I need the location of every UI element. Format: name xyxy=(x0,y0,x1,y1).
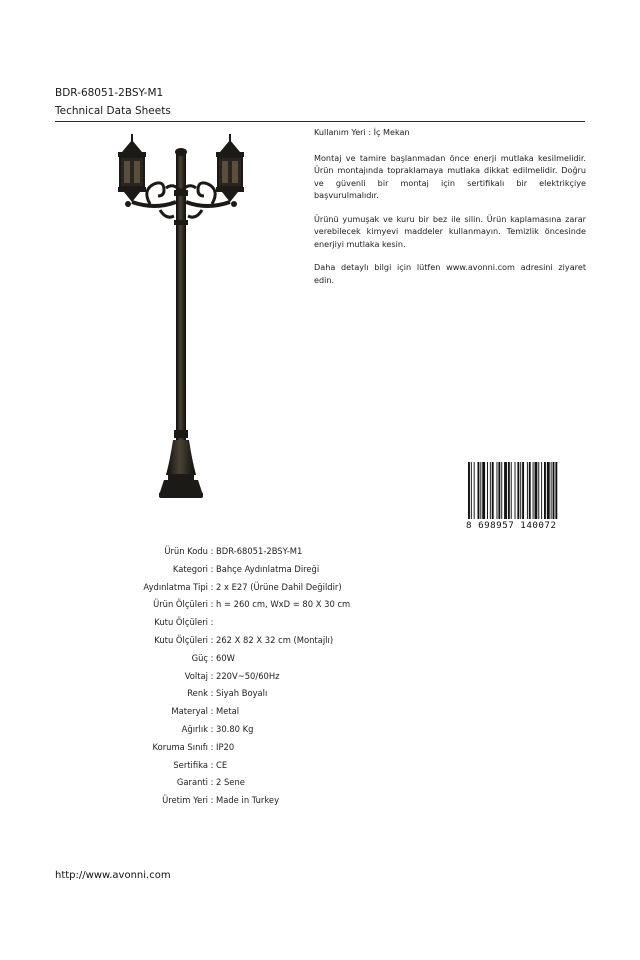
spec-separator: : xyxy=(210,670,214,681)
spec-label: Materyal xyxy=(171,706,208,717)
barcode-bar xyxy=(511,462,512,519)
barcode-bar xyxy=(504,462,507,519)
spec-row xyxy=(90,543,350,561)
spec-row xyxy=(90,596,350,614)
spec-label: Aydınlatma Tipi xyxy=(143,581,208,592)
spec-separator: : xyxy=(210,563,214,574)
spec-label: Sertifika xyxy=(173,759,208,770)
spec-label: Üretim Yeri xyxy=(162,795,208,806)
spec-row xyxy=(90,757,350,775)
barcode-bar xyxy=(482,462,485,519)
spec-value: 60W xyxy=(216,652,235,663)
barcode-bar xyxy=(471,462,472,519)
spec-row xyxy=(90,792,350,810)
spec-separator: : xyxy=(210,688,214,699)
barcode-bar xyxy=(508,462,510,519)
barcode-bar xyxy=(478,462,480,519)
barcode-bar xyxy=(480,462,481,519)
barcode-bar xyxy=(498,462,500,519)
spec-separator: : xyxy=(210,634,214,645)
product-barcode xyxy=(466,462,584,532)
spec-label: Kutu Ölçüleri xyxy=(154,617,208,628)
barcode-icon xyxy=(466,462,584,522)
product-code-title: BDR-68051-2BSY-M1 xyxy=(55,87,164,99)
spec-separator: : xyxy=(210,546,214,556)
more-info-note: Daha detaylı bilgi için lütfen www.avonni.com adresini ziyaret edin. xyxy=(314,262,586,285)
barcode-bar xyxy=(487,462,488,519)
spec-value: IP20 xyxy=(216,741,235,752)
spec-row xyxy=(90,561,350,579)
barcode-bar xyxy=(468,462,470,519)
spec-row xyxy=(90,774,350,792)
spec-value: Siyah Boyalı xyxy=(216,688,268,699)
header-divider xyxy=(55,121,585,122)
spec-value: 220V~50/60Hz xyxy=(216,670,280,681)
usage-and-care-info xyxy=(314,126,586,297)
barcode-bar xyxy=(515,462,516,519)
barcode-bar xyxy=(474,462,475,519)
spec-separator: : xyxy=(210,599,214,610)
spec-value: Made in Turkey xyxy=(216,795,280,806)
barcode-bar xyxy=(522,462,524,519)
spec-row xyxy=(90,703,350,721)
barcode-bar xyxy=(520,462,521,519)
barcode-bar xyxy=(501,462,502,519)
spec-label: Garanti xyxy=(176,777,208,788)
spec-row xyxy=(90,632,350,650)
footer-url: http://www.avonni.com xyxy=(55,870,171,881)
spec-separator: : xyxy=(210,723,214,734)
spec-label: Ürün Ölçüleri xyxy=(153,599,208,610)
garden-lamp-post-icon xyxy=(110,130,250,510)
spec-separator: : xyxy=(210,617,214,628)
spec-value: 262 X 82 X 32 cm (Montajlı) xyxy=(216,634,334,645)
spec-label: Ürün Kodu xyxy=(164,546,208,556)
product-image xyxy=(110,130,250,510)
barcode-bar xyxy=(533,462,534,519)
spec-value: BDR-68051-2BSY-M1 xyxy=(216,546,303,556)
spec-label: Koruma Sınıfı xyxy=(152,741,208,752)
spec-label: Ağırlık xyxy=(181,723,208,734)
spec-row xyxy=(90,721,350,739)
spec-row xyxy=(90,579,350,597)
barcode-bar xyxy=(529,462,531,519)
barcode-bar xyxy=(544,462,546,519)
barcode-bar xyxy=(490,462,491,519)
barcode-bar xyxy=(541,462,542,519)
spec-row xyxy=(90,614,350,632)
spec-separator: : xyxy=(210,795,214,806)
spec-label: Kategori xyxy=(172,563,208,574)
spec-row xyxy=(90,739,350,757)
spec-row xyxy=(90,685,350,703)
spec-separator: : xyxy=(210,759,214,770)
spec-value: 2 Sene xyxy=(216,777,245,788)
spec-value: 2 x E27 (Ürüne Dahil Değildir) xyxy=(216,581,342,592)
spec-value: 30.80 Kg xyxy=(216,723,254,734)
barcode-bar xyxy=(553,462,555,519)
barcode-digits: 8 698957 140072 xyxy=(466,520,557,531)
spec-label: Renk xyxy=(187,688,208,699)
spec-separator: : xyxy=(210,741,214,752)
spec-separator: : xyxy=(210,652,214,663)
spec-value: Bahçe Aydınlatma Direği xyxy=(216,563,320,574)
spec-separator: : xyxy=(210,777,214,788)
spec-row xyxy=(90,650,350,668)
document-header xyxy=(55,83,585,122)
barcode-bar xyxy=(547,462,550,519)
usage-location: Kullanım Yeri : İç Mekan xyxy=(314,127,410,137)
spec-value: Metal xyxy=(216,706,240,717)
barcode-bar xyxy=(551,462,552,519)
spec-label: Voltaj xyxy=(184,670,208,681)
barcode-bar xyxy=(497,462,498,519)
barcode-bar xyxy=(555,462,557,519)
barcode-bar xyxy=(517,462,519,519)
spec-value: h = 260 cm, WxD = 80 X 30 cm xyxy=(216,599,351,610)
installation-warning: Montaj ve tamire başlanmadan önce enerji mutlaka kesilmelidir. Ürün montajında topraklamaya mutlaka dikkat edilmelidir. Doğru ve güvenli bir montaj için sertifikalı bir elektrikçiye başvurulmalıdır. xyxy=(314,152,586,200)
barcode-bar xyxy=(492,462,494,519)
spec-separator: : xyxy=(210,581,214,592)
spec-label: Güç xyxy=(191,652,208,663)
spec-value: CE xyxy=(216,759,228,770)
spec-separator: : xyxy=(210,706,214,717)
document-subtitle: Technical Data Sheets xyxy=(55,105,171,117)
barcode-bar xyxy=(535,462,538,519)
cleaning-instructions: Ürünü yumuşak ve kuru bir bez ile silin. Ürün kaplamasına zarar verebilecek kimyevi maddeler kullanmayın. Temizlik öncesinde enerjiyi mutlaka kesin. xyxy=(314,213,586,249)
barcode-bar xyxy=(538,462,539,519)
spec-label: Kutu Ölçüleri xyxy=(154,634,208,645)
barcode-bar xyxy=(527,462,528,519)
spec-table xyxy=(90,543,350,810)
spec-row xyxy=(90,668,350,686)
